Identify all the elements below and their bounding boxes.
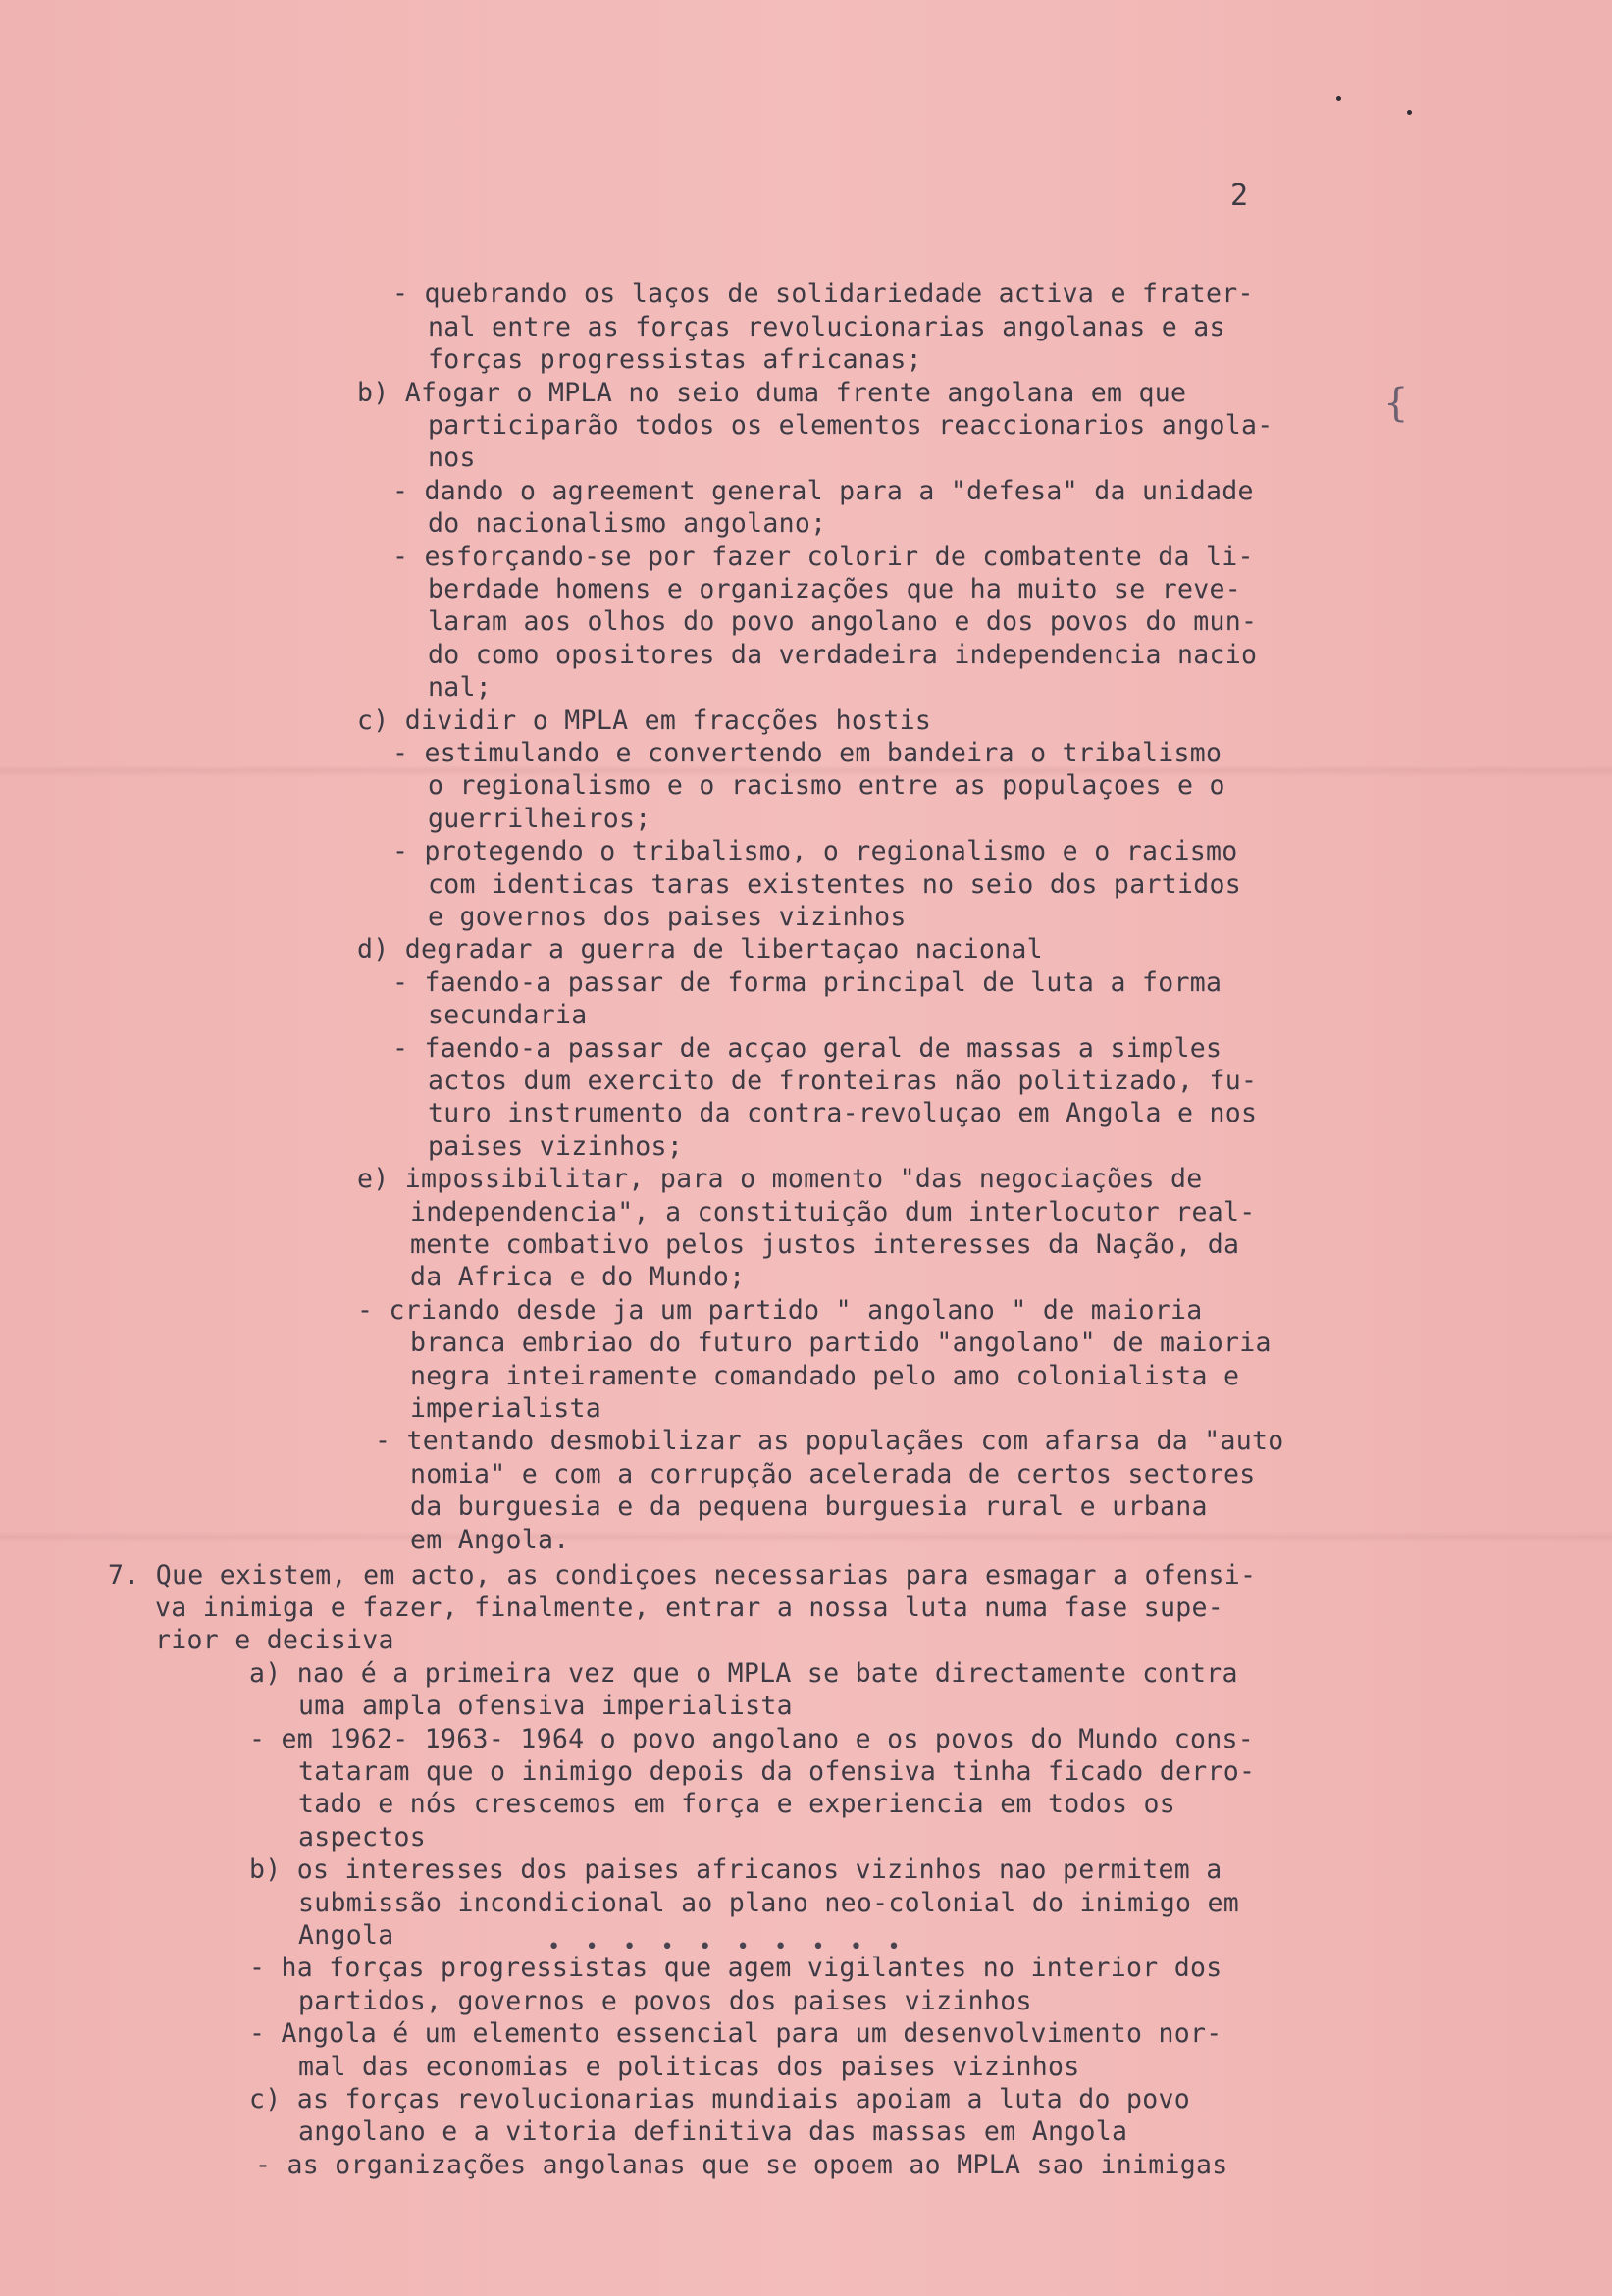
- text-line: turo instrumento da contra-revoluçao em Angola e nos: [428, 1098, 1258, 1128]
- text-line: aspectos: [298, 1822, 427, 1852]
- text-line: do como opositores da verdadeira independencia nacio: [428, 640, 1258, 670]
- footer-dots: • • • • • • • • • •: [547, 1935, 907, 1959]
- text-line: nos: [428, 443, 476, 473]
- text-line: rior e decisiva: [155, 1625, 394, 1655]
- text-line: - Angola é um elemento essencial para um desenvolvimento nor-: [249, 2018, 1222, 2049]
- text-line: da Africa e do Mundo;: [410, 1262, 746, 1292]
- ink-speck-icon: [1407, 110, 1412, 115]
- text-line: partidos, governos e povos dos paises vizinhos: [298, 1986, 1032, 2016]
- text-line: submissão incondicional ao plano neo-colonial do inimigo em: [298, 1888, 1240, 1918]
- text-line: da burguesia e da pequena burguesia rural e urbana: [410, 1491, 1208, 1522]
- text-line: nomia" e com a corrupção acelerada de certos sectores: [410, 1459, 1256, 1489]
- text-line: laram aos olhos do povo angolano e dos povos do mun-: [428, 606, 1258, 637]
- text-line: c) dividir o MPLA em fracções hostis: [357, 705, 932, 736]
- text-line: a) nao é a primeira vez que o MPLA se bate directamente contra: [249, 1658, 1238, 1689]
- text-line: - dando o agreement general para a "defesa" da unidade: [392, 476, 1254, 506]
- text-line: - em 1962- 1963- 1964 o povo angolano e os povos do Mundo cons-: [249, 1724, 1255, 1754]
- page-number: 2: [1230, 179, 1249, 213]
- text-line: uma ampla ofensiva imperialista: [298, 1691, 793, 1721]
- text-line: nal entre as forças revolucionarias angolanas e as: [428, 312, 1225, 342]
- text-line: mente combativo pelos justos interesses da Nação, da: [410, 1229, 1240, 1260]
- text-line: b) Afogar o MPLA no seio duma frente angolana em que: [357, 378, 1187, 408]
- text-line: - faendo-a passar de acçao geral de massas a simples: [392, 1033, 1222, 1064]
- text-line: em Angola.: [410, 1525, 570, 1555]
- text-line: forças progressistas africanas;: [428, 344, 922, 375]
- text-line: e governos dos paises vizinhos: [428, 902, 907, 932]
- curly-brace-mark-icon: {: [1383, 381, 1409, 426]
- text-line: - ha forças progressistas que agem vigilantes no interior dos: [249, 1953, 1222, 1983]
- text-line: paises vizinhos;: [428, 1131, 684, 1162]
- text-line: imperialista: [410, 1393, 602, 1424]
- text-line: tado e nós crescemos em força e experiencia em todos os: [298, 1789, 1175, 1819]
- text-line: d) degradar a guerra de libertaçao nacional: [357, 934, 1043, 965]
- ink-speck-icon: [1336, 96, 1341, 101]
- text-line: o regionalismo e o racismo entre as populaçoes e o: [428, 770, 1225, 801]
- text-line: - as organizações angolanas que se opoem ao MPLA sao inimigas: [255, 2150, 1228, 2180]
- text-line: b) os interesses dos paises africanos vizinhos nao permitem a: [249, 1854, 1222, 1885]
- text-line: - criando desde ja um partido " angolano " de maioria: [357, 1295, 1203, 1326]
- text-line: c) as forças revolucionarias mundiais apoiam a luta do povo: [249, 2084, 1191, 2114]
- text-line: - tentando desmobilizar as populaçães com afarsa da "auto: [375, 1426, 1284, 1456]
- text-line: va inimiga e fazer, finalmente, entrar a nossa luta numa fase supe-: [155, 1592, 1224, 1623]
- text-line: - faendo-a passar de forma principal de luta a forma: [392, 967, 1222, 998]
- text-line: participarão todos os elementos reaccionarios angola-: [428, 410, 1274, 441]
- text-line: branca embriao do futuro partido "angolano" de maioria: [410, 1328, 1272, 1358]
- text-line: negra inteiramente comandado pelo amo colonialista e: [410, 1361, 1240, 1391]
- text-line: tataram que o inimigo depois da ofensiva tinha ficado derro-: [298, 1756, 1256, 1787]
- text-line: 7. Que existem, em acto, as condiçoes necessarias para esmagar a ofensi-: [108, 1560, 1257, 1591]
- text-line: nal;: [428, 672, 493, 703]
- text-line: secundaria: [428, 1000, 588, 1030]
- text-line: e) impossibilitar, para o momento "das negociações de: [357, 1164, 1203, 1194]
- text-line: do nacionalismo angolano;: [428, 508, 827, 539]
- text-line: guerrilheiros;: [428, 804, 651, 834]
- text-line: com identicas taras existentes no seio dos partidos: [428, 869, 1241, 900]
- text-line: - esforçando-se por fazer colorir de combatente da li-: [392, 542, 1254, 572]
- text-line: - protegendo o tribalismo, o regionalismo e o racismo: [392, 836, 1238, 866]
- text-line: independencia", a constituição dum interlocutor real-: [410, 1197, 1256, 1227]
- text-line: - estimulando e convertendo em bandeira o tribalismo: [392, 738, 1222, 768]
- text-line: mal das economias e politicas dos paises vizinhos: [298, 2052, 1080, 2082]
- text-line: Angola: [298, 1920, 394, 1951]
- text-line: angolano e a vitoria definitiva das massas em Angola: [298, 2116, 1128, 2147]
- text-line: - quebrando os laços de solidariedade activa e frater-: [392, 279, 1254, 309]
- text-line: berdade homens e organizações que ha muito se reve-: [428, 574, 1241, 604]
- text-line: actos dum exercito de fronteiras não politizado, fu-: [428, 1066, 1258, 1096]
